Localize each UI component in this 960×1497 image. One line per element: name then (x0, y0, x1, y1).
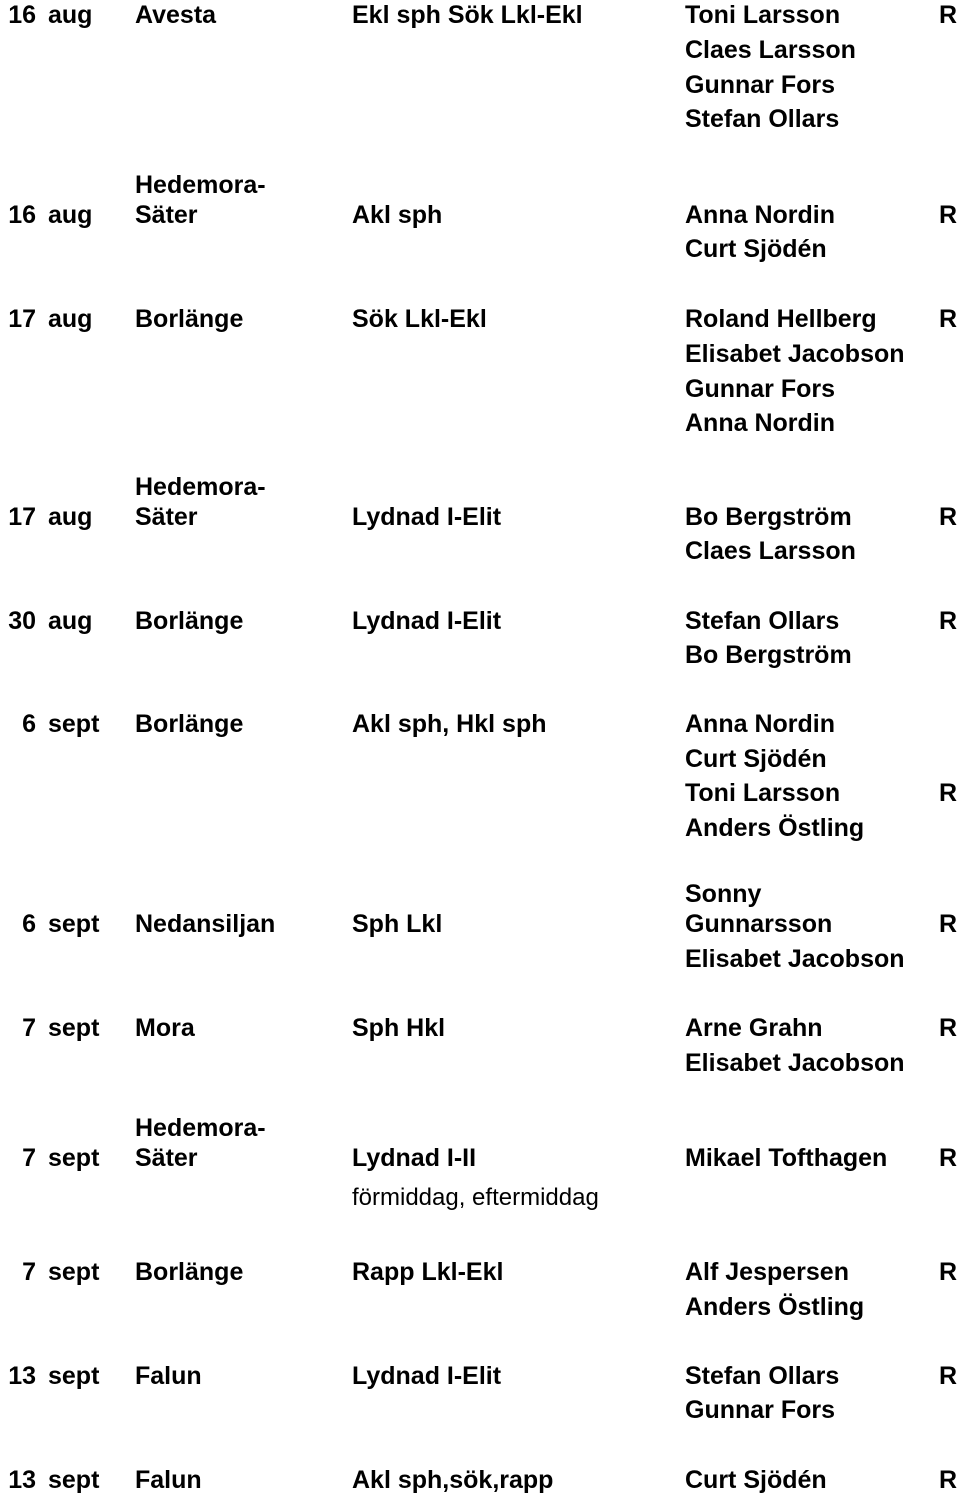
event-cell: Lydnad I-Elit (352, 1362, 502, 1390)
mark-cell: R (939, 607, 958, 635)
judge-name: Anna Nordin (685, 710, 835, 738)
judge-name: Gunnar Fors (685, 71, 836, 99)
mark-cell: R (939, 1, 958, 29)
place-cell: Nedansiljan (135, 910, 276, 938)
event-cell: Akl sph (352, 201, 443, 229)
event-cell: Akl sph,sök,rapp (352, 1466, 554, 1494)
day-cell: 7 (22, 1258, 36, 1286)
day-cell: 13 (8, 1362, 36, 1390)
place-cell: Säter (135, 1144, 198, 1172)
event-cell: Lydnad I-II (352, 1144, 477, 1172)
judge-name: Toni Larsson (685, 1, 841, 29)
judge-name: Elisabet Jacobson (685, 340, 905, 368)
mark-cell: R (939, 305, 958, 333)
month-cell: sept (48, 1144, 100, 1172)
place-cell: Borlänge (135, 607, 244, 635)
judge-name: Anna Nordin (685, 201, 835, 229)
month-cell: aug (48, 503, 93, 531)
place-cell: Mora (135, 1014, 195, 1042)
mark-cell: R (939, 1258, 958, 1286)
place-cell: Avesta (135, 1, 217, 29)
place-cell: Hedemora- (135, 473, 266, 501)
place-cell: Falun (135, 1466, 202, 1494)
event-cell: Sph Lkl (352, 910, 443, 938)
month-cell: sept (48, 1014, 100, 1042)
judge-name: Anders Östling (685, 814, 865, 842)
mark-cell: R (939, 1466, 958, 1494)
judge-name: Mikael Tofthagen (685, 1144, 888, 1172)
judge-name: Toni Larsson (685, 779, 841, 807)
month-cell: sept (48, 910, 100, 938)
mark-cell: R (939, 201, 958, 229)
event-cell: Sök Lkl-Ekl (352, 305, 487, 333)
month-cell: sept (48, 1466, 100, 1494)
judge-name: Arne Grahn (685, 1014, 823, 1042)
judge-name: Anders Östling (685, 1293, 865, 1321)
event-note: förmiddag, eftermiddag (352, 1184, 599, 1211)
place-cell: Borlänge (135, 1258, 244, 1286)
judge-name: Stefan Ollars (685, 105, 840, 133)
event-cell: Lydnad I-Elit (352, 503, 502, 531)
day-cell: 6 (22, 910, 36, 938)
mark-cell: R (939, 1014, 958, 1042)
place-cell: Säter (135, 503, 198, 531)
judge-name: Elisabet Jacobson (685, 945, 905, 973)
judge-name: Gunnarsson (685, 910, 833, 938)
event-cell: Sph Hkl (352, 1014, 446, 1042)
judge-name: Stefan Ollars (685, 1362, 840, 1390)
judge-name: Elisabet Jacobson (685, 1049, 905, 1077)
place-cell: Hedemora- (135, 1114, 266, 1142)
judge-name: Curt Sjödén (685, 235, 827, 263)
place-cell: Borlänge (135, 710, 244, 738)
judge-name: Curt Sjödén (685, 1466, 827, 1494)
month-cell: sept (48, 710, 100, 738)
month-cell: sept (48, 1258, 100, 1286)
judge-name: Claes Larsson (685, 537, 856, 565)
event-cell: Akl sph, Hkl sph (352, 710, 547, 738)
day-cell: 7 (22, 1014, 36, 1042)
judge-name: Stefan Ollars (685, 607, 840, 635)
mark-cell: R (939, 503, 958, 531)
judge-name: Bo Bergström (685, 641, 852, 669)
day-cell: 6 (22, 710, 36, 738)
month-cell: aug (48, 1, 93, 29)
day-cell: 7 (22, 1144, 36, 1172)
mark-cell: R (939, 779, 958, 807)
judge-name: Gunnar Fors (685, 375, 836, 403)
day-cell: 17 (8, 305, 36, 333)
judge-name: Sonny (685, 880, 762, 908)
month-cell: sept (48, 1362, 100, 1390)
day-cell: 16 (8, 201, 36, 229)
judge-name: Roland Hellberg (685, 305, 877, 333)
mark-cell: R (939, 1144, 958, 1172)
mark-cell: R (939, 1362, 958, 1390)
day-cell: 13 (8, 1466, 36, 1494)
month-cell: aug (48, 305, 93, 333)
judge-name: Claes Larsson (685, 36, 856, 64)
place-cell: Hedemora- (135, 171, 266, 199)
day-cell: 16 (8, 1, 36, 29)
day-cell: 30 (8, 607, 36, 635)
judge-name: Bo Bergström (685, 503, 852, 531)
mark-cell: R (939, 910, 958, 938)
event-cell: Ekl sph Sök Lkl-Ekl (352, 1, 583, 29)
event-cell: Lydnad I-Elit (352, 607, 502, 635)
judge-name: Gunnar Fors (685, 1396, 836, 1424)
month-cell: aug (48, 607, 93, 635)
judge-name: Alf Jespersen (685, 1258, 849, 1286)
event-cell: Rapp Lkl-Ekl (352, 1258, 504, 1286)
place-cell: Falun (135, 1362, 202, 1390)
place-cell: Säter (135, 201, 198, 229)
place-cell: Borlänge (135, 305, 244, 333)
day-cell: 17 (8, 503, 36, 531)
month-cell: aug (48, 201, 93, 229)
judge-name: Curt Sjödén (685, 745, 827, 773)
judge-name: Anna Nordin (685, 409, 835, 437)
